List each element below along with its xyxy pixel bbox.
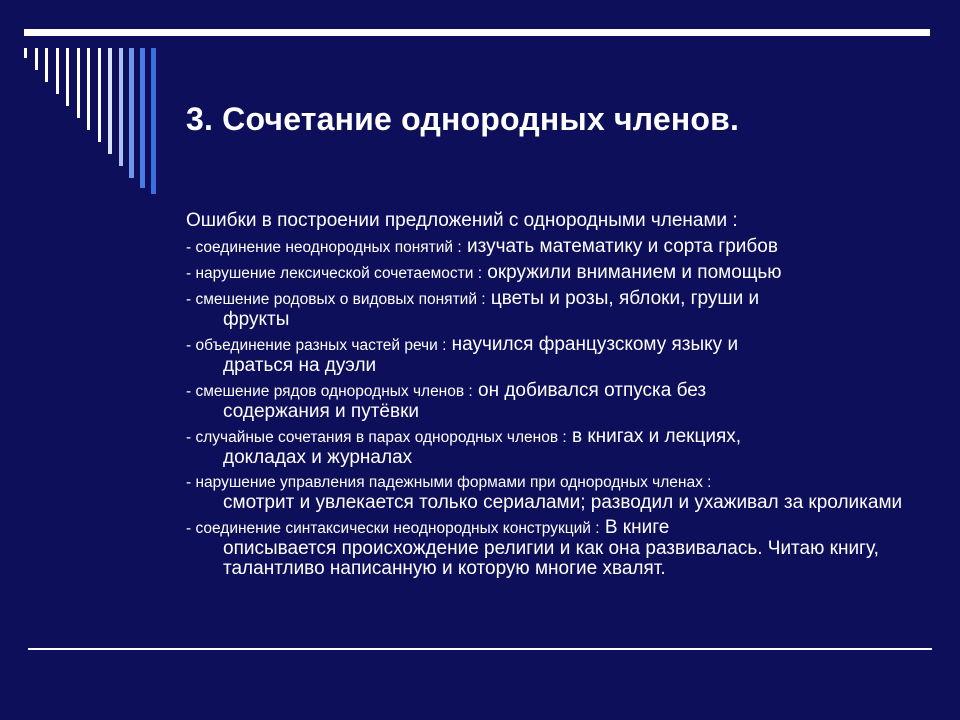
slide-body <box>186 209 916 583</box>
item-head: - соединение синтаксически неоднородных конструкций : <box>186 520 600 537</box>
list-item <box>186 517 916 579</box>
item-head: - случайные сочетания в парах однородных членов : <box>186 429 567 446</box>
item-head: - соединение неоднородных понятий : <box>186 239 462 256</box>
list-item <box>186 334 916 376</box>
decorative-stripes <box>0 0 200 220</box>
intro-text: Ошибки в построении предложений с однородными членами : <box>186 210 738 231</box>
list-item <box>186 380 916 422</box>
stripe <box>108 48 112 154</box>
item-continuation: смотрит и увлекается только сериалами; разводил и ухаживал за кроликами <box>223 492 903 513</box>
item-continuation: драться на дуэли <box>223 355 377 376</box>
list-item <box>186 472 916 513</box>
error-list <box>186 236 916 579</box>
item-example: научился французскому языку и <box>446 334 739 355</box>
bottom-rule <box>28 648 932 650</box>
item-head: - смешение родовых о видовых понятий : <box>186 291 486 308</box>
stripe <box>66 48 69 106</box>
stripe <box>98 48 101 142</box>
item-continuation: фрукты <box>223 309 290 330</box>
slide-title: 3. Сочетание однородных членов. <box>186 101 740 137</box>
item-continuation: докладах и журналах <box>223 447 413 468</box>
stripe <box>35 48 38 70</box>
stripe <box>45 48 48 82</box>
stripe <box>56 48 59 94</box>
item-example: окружили вниманием и помощью <box>482 262 782 283</box>
item-example: цветы и розы, яблоки, груши и <box>485 288 760 309</box>
item-head: - смешение рядов однородных членов : <box>186 383 473 400</box>
item-example: в книгах и лекциях, <box>566 426 742 447</box>
stripe <box>129 48 134 178</box>
list-item <box>186 236 916 258</box>
stripe <box>77 48 80 118</box>
list-item <box>186 288 916 330</box>
stripe <box>24 48 27 58</box>
item-continuation: описывается происхождение религии и как она развивалась. Читаю книгу, талантливо написанную и которую многие хвалят. <box>223 538 879 579</box>
list-item <box>186 426 916 468</box>
stripe <box>119 48 123 166</box>
stripe <box>151 48 156 194</box>
item-example: В книге <box>599 517 670 538</box>
stripe <box>140 48 145 188</box>
list-item <box>186 262 916 284</box>
item-head: - объединение разных частей речи : <box>186 337 447 354</box>
item-head: - нарушение лексической сочетаемости : <box>186 265 483 282</box>
item-example: изучать математику и сорта грибов <box>461 236 778 257</box>
item-head: - нарушение управления падежными формами при однородных членах : <box>186 474 712 491</box>
item-example: он добивался отпуска без <box>472 380 707 401</box>
item-continuation: содержания и путёвки <box>223 401 420 422</box>
stripe <box>87 48 90 130</box>
